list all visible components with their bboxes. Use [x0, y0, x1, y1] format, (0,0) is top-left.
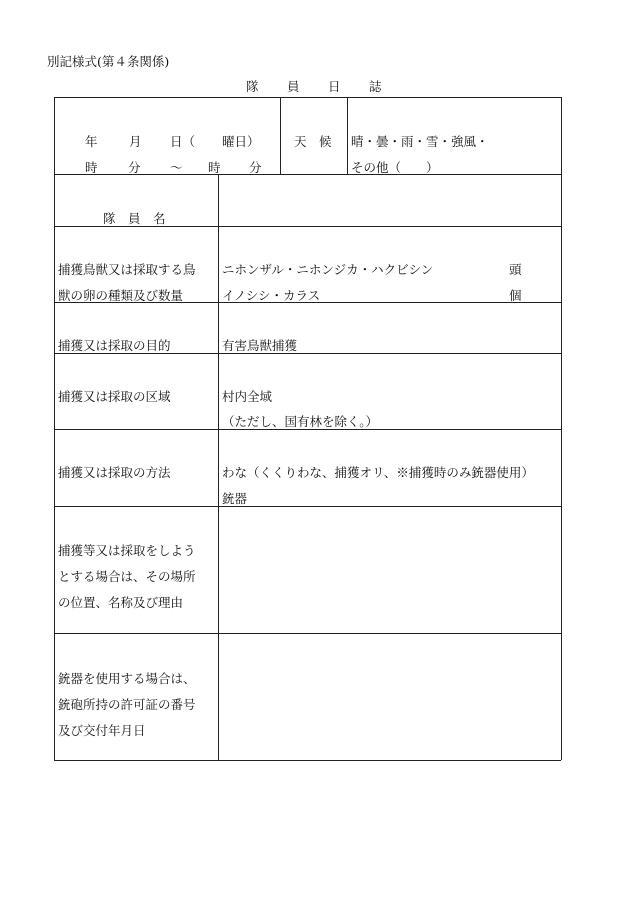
firearm-label-line1: 銃器を使用する場合は、: [58, 671, 196, 686]
quantity-unit-piece: 個: [509, 288, 522, 303]
col-divider: [347, 97, 348, 174]
row-divider: [54, 506, 561, 507]
firearm-label-line3: 及び交付年月日: [58, 723, 146, 738]
location-label-line1: 捕獲等又は採取をしよう: [58, 543, 196, 558]
day-label: 日（: [170, 134, 196, 149]
table-border-right: [561, 97, 562, 760]
method-label: 捕獲又は採取の方法: [58, 465, 171, 480]
area-value-line2: （ただし、国有林を除く。）: [222, 414, 379, 429]
form-note: 別記様式(第４条関係): [47, 54, 170, 69]
weather-other: その他（ ）: [351, 160, 439, 175]
area-label: 捕獲又は採取の区域: [58, 389, 171, 404]
weekday-label: 曜日）: [222, 134, 260, 149]
location-label-line2: とする場合は、その場所: [58, 569, 196, 584]
species-label-line1: 捕獲鳥獣又は採取する鳥: [58, 262, 196, 277]
title-char: 員: [287, 79, 300, 94]
col-divider: [280, 97, 281, 174]
weather-label: 天 候: [294, 134, 332, 149]
species-label-line2: 獣の卵の種類及び数量: [58, 288, 184, 303]
location-label-line3: の位置、名称及び理由: [58, 595, 184, 610]
end-hour-label: 時: [208, 160, 221, 175]
title-char: 隊: [246, 79, 259, 94]
table-border-top: [54, 97, 561, 98]
species-value-line2: イノシシ・カラス: [222, 288, 321, 303]
purpose-label: 捕獲又は採取の目的: [58, 338, 171, 353]
start-hour-label: 時: [85, 160, 98, 175]
end-minute-label: 分: [249, 160, 262, 175]
method-value-line1: わな（くくりわな、捕獲オリ、※捕獲時のみ銃器使用）: [222, 465, 534, 480]
title-char: 誌: [369, 79, 382, 94]
start-minute-label: 分: [128, 160, 141, 175]
range-tilde: ～: [170, 160, 183, 175]
species-value-line1: ニホンザル・ニホンジカ・ハクビシン: [222, 262, 434, 277]
member-name-label: 隊 員 名: [103, 211, 166, 226]
method-value-line2: 銃器: [222, 491, 248, 506]
area-value-line1: 村内全域: [222, 389, 273, 404]
weather-options: 晴・曇・雨・雪・強風・: [351, 134, 489, 149]
year-label: 年: [85, 134, 98, 149]
firearm-label-line2: 銃砲所持の許可証の番号: [58, 697, 196, 712]
table-border-bottom: [54, 760, 561, 761]
purpose-value: 有害鳥獣捕獲: [222, 338, 298, 353]
title-char: 日: [328, 79, 341, 94]
row-divider: [54, 633, 561, 634]
quantity-unit-head: 頭: [509, 262, 522, 277]
col-divider: [218, 174, 219, 760]
month-label: 月: [129, 134, 142, 149]
